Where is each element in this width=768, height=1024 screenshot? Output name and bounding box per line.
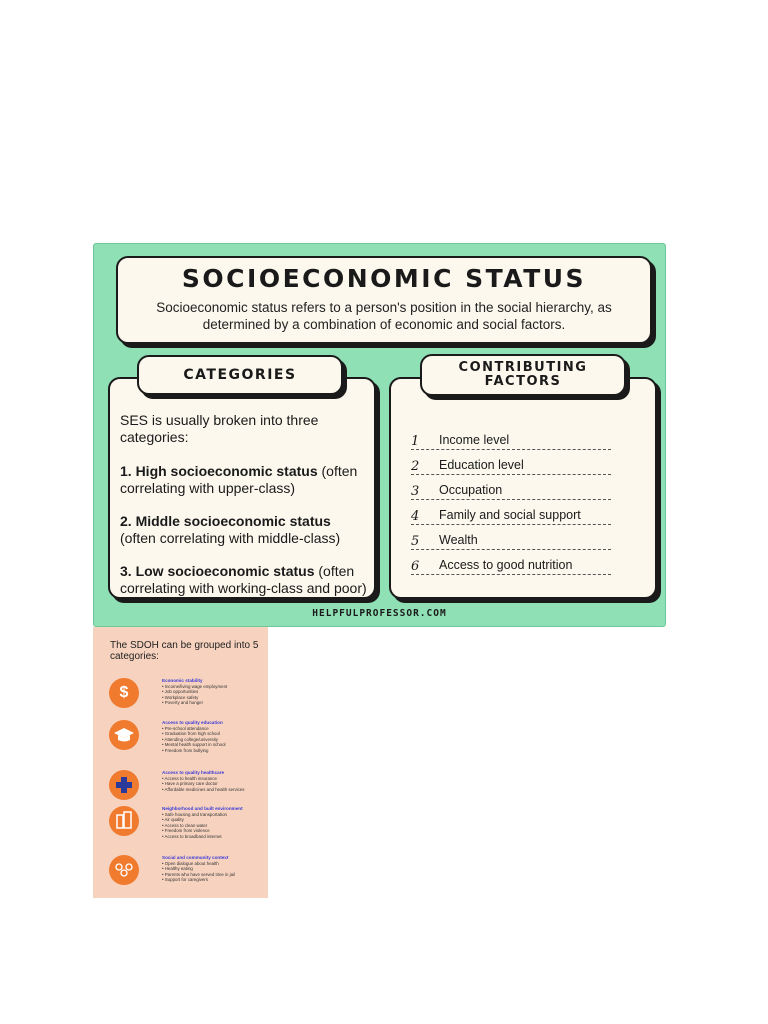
category-item (120, 513, 370, 547)
factors-list (411, 425, 611, 575)
infographic-description: Socioeconomic status refers to a person's position in the social hierarchy, as determined by a combination of economic and social factors. (156, 300, 612, 332)
category-note: (often correlating with upper-class) (120, 463, 358, 496)
category-item (120, 463, 370, 497)
factor-number: 1 (411, 434, 420, 449)
sdoh-bullet: • Open dialogue about health (162, 861, 219, 866)
sdoh-bullet: • Graduation from high school (162, 731, 220, 737)
community-icon (109, 855, 139, 885)
category-note: (often correlating with working-class and poor) (120, 563, 367, 596)
factors-card (389, 374, 657, 599)
factor-number: 5 (411, 534, 420, 549)
sdoh-bullet: • Parents who have served time in jail (162, 871, 236, 877)
buildings-icon (109, 806, 139, 836)
sdoh-bullet: • Have a primary care doctor (162, 781, 218, 787)
sdoh-category-heading: Access to quality education (162, 720, 223, 725)
sdoh-category-text (162, 770, 267, 792)
sdoh-bullet: • Mental health support in school (162, 742, 226, 748)
factor-row (411, 550, 611, 575)
sdoh-bullet: • Access to clean water (162, 822, 208, 828)
factor-label: Income level (439, 433, 510, 447)
sdoh-bullet: • Job opportunities (162, 689, 199, 695)
medical-cross-icon (109, 770, 139, 800)
dollar-icon: $ (109, 678, 139, 708)
factor-label: Family and social support (439, 508, 581, 522)
sdoh-bullet: • Air quality (162, 817, 184, 823)
factor-row (411, 500, 611, 525)
factor-label: Education level (439, 458, 524, 472)
category-name: 1. High socioeconomic status (120, 463, 318, 479)
infographic-title: SOCIOECONOMIC STATUS (181, 264, 587, 293)
factor-label: Occupation (439, 483, 503, 497)
factor-label: Access to good nutrition (439, 558, 573, 572)
sdoh-bullet: • Poverty and hunger (162, 700, 204, 706)
sdoh-bullet: • Workplace safety (162, 694, 199, 700)
factor-number: 6 (411, 559, 420, 574)
category-name: 2. Middle socioeconomic status (120, 513, 331, 529)
factors-heading-line1: CONTRIBUTING (458, 360, 588, 375)
sdoh-bullet: • Healthy eating (162, 866, 193, 872)
factor-number: 2 (411, 459, 420, 474)
factor-row (411, 525, 611, 550)
sdoh-category-text (162, 855, 267, 883)
sdoh-bullet: • Freedom from violence (162, 828, 210, 834)
factors-heading (420, 354, 626, 396)
source-url: HELPFULPROFESSOR.COM (312, 608, 447, 619)
factor-number: 4 (411, 509, 420, 524)
sdoh-bullet: • Access to health insurance (162, 776, 217, 781)
categories-heading: CATEGORIES (137, 355, 343, 395)
sdoh-category-text (162, 720, 267, 753)
title-card (116, 256, 652, 344)
ses-infographic (93, 243, 666, 627)
category-note: (often correlating with middle-class) (120, 530, 341, 546)
graduation-cap-icon (109, 720, 139, 750)
categories-body (120, 412, 370, 613)
sdoh-category-heading: Economic stability (162, 678, 203, 683)
sdoh-bullet: • Safe housing and transportation (162, 812, 228, 817)
sdoh-category-heading: Neighborhood and built environment (162, 806, 243, 811)
sdoh-bullet: • Freedom from bullying (162, 747, 209, 753)
categories-intro: SES is usually broken into three categories: (120, 412, 319, 445)
factor-row (411, 450, 611, 475)
categories-card (108, 377, 376, 599)
factor-row (411, 425, 611, 450)
factor-label: Wealth (439, 533, 478, 547)
factors-heading-line2: FACTORS (484, 374, 562, 389)
sdoh-category-text (162, 678, 267, 706)
sdoh-bullet: • Affordable medicines and health services (162, 786, 245, 792)
sdoh-bullet: • Income/living wage employment (162, 684, 228, 689)
sdoh-infographic (93, 627, 268, 898)
sdoh-bullet: • Pre-school attendance (162, 726, 209, 731)
sdoh-bullet: • Attending college/university (162, 736, 218, 742)
category-name: 3. Low socioeconomic status (120, 563, 315, 579)
factor-number: 3 (411, 484, 420, 499)
sdoh-category-text (162, 806, 267, 839)
sdoh-bullet: • Access to broadband internet (162, 833, 222, 839)
sdoh-bullet: • Support for caregivers (162, 877, 208, 883)
sdoh-title: The SDOH can be grouped into 5 categories: (110, 640, 259, 662)
sdoh-category-heading: Social and community context (162, 855, 229, 860)
sdoh-category-heading: Access to quality healthcare (162, 770, 225, 775)
factor-row (411, 475, 611, 500)
category-item (120, 563, 370, 597)
